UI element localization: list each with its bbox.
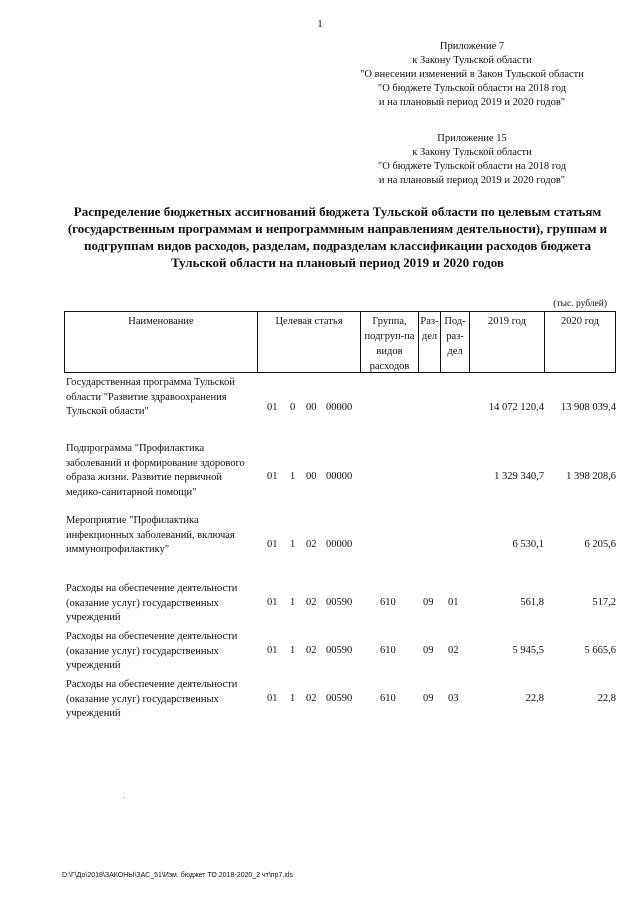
header-target: Целевая статья — [257, 312, 360, 372]
header-name: Наименование — [128, 316, 194, 327]
table-row — [64, 442, 616, 514]
value-2020: 13 908 039,4 — [560, 402, 616, 413]
value-2019: 6 530,1 — [512, 539, 544, 550]
code-program: 01 — [267, 597, 278, 608]
code-subprogram: 1 — [290, 539, 296, 550]
code-subprogram: 1 — [290, 645, 296, 656]
table-body — [64, 376, 616, 726]
code-section: 09 — [423, 597, 434, 608]
code-subprogram: 1 — [290, 693, 296, 704]
row-name: Государственная программа Тульской области "Развитие здравоохранения Тульской области" — [66, 377, 235, 417]
value-2020: 22,8 — [597, 693, 616, 704]
value-2020: 1 398 208,6 — [566, 471, 616, 482]
annex-line: Приложение 7 — [439, 41, 505, 52]
code-program: 01 — [267, 402, 278, 413]
scan-speck — [124, 797, 125, 798]
annex-line: и на плановый период 2019 и 2020 годов" — [378, 175, 566, 186]
code-subprogram: 0 — [290, 402, 296, 413]
code-direction: 00000 — [326, 471, 353, 482]
code-direction: 00000 — [326, 402, 353, 413]
code-group: 610 — [380, 693, 396, 704]
header-section: Раз-дел — [418, 312, 440, 372]
annex-line: "О бюджете Тульской области на 2018 год — [377, 161, 567, 172]
value-2019: 1 329 340,7 — [494, 471, 544, 482]
units-label: (тыс. рублей) — [553, 299, 607, 309]
table-row — [64, 514, 616, 582]
row-name: Мероприятие "Профилактика инфекционных заболеваний, включая иммунопрофилактику" — [66, 515, 235, 555]
row-name: Расходы на обеспечение деятельности (оказание услуг) государственных учреждений — [66, 583, 238, 623]
code-event: 02 — [306, 539, 317, 550]
code-program: 01 — [267, 645, 278, 656]
annex-reference-bottom — [342, 132, 602, 188]
code-group: 610 — [380, 645, 396, 656]
table-row — [64, 630, 616, 678]
page-number: 1 — [317, 18, 323, 30]
document-title: Распределение бюджетных ассигнований бюджета Тульской области по целевым статьям (государственным программам и непрограммным направлениям деятельности), группам и подгруппам видов расходов, разделам, подразделам классификации расходов бюджета Тульской области на плановый период 2019 и 2020 годов — [67, 204, 608, 270]
value-2019: 5 945,5 — [512, 645, 544, 656]
code-direction: 00000 — [326, 539, 353, 550]
code-event: 02 — [306, 693, 317, 704]
header-subsection: Под-раз-дел — [440, 312, 469, 372]
row-name: Расходы на обеспечение деятельности (оказание услуг) государственных учреждений — [66, 631, 238, 671]
value-2019: 561,8 — [520, 597, 544, 608]
value-2019: 22,8 — [525, 693, 544, 704]
value-2019: 14 072 120,4 — [488, 402, 544, 413]
table-row — [64, 376, 616, 442]
code-program: 01 — [267, 471, 278, 482]
code-program: 01 — [267, 693, 278, 704]
table-row — [64, 582, 616, 630]
code-event: 02 — [306, 597, 317, 608]
code-section: 09 — [423, 645, 434, 656]
table-header — [64, 311, 616, 373]
code-subsection: 03 — [448, 693, 459, 704]
value-2020: 6 205,6 — [584, 539, 616, 550]
annex-reference-top — [342, 40, 602, 110]
code-subsection: 01 — [448, 597, 459, 608]
code-event: 00 — [306, 402, 317, 413]
annex-line: Приложение 15 — [437, 133, 507, 144]
header-2020: 2020 год — [544, 312, 615, 372]
code-program: 01 — [267, 539, 278, 550]
code-group: 610 — [380, 597, 396, 608]
row-name: Расходы на обеспечение деятельности (оказание услуг) государственных учреждений — [66, 679, 238, 719]
value-2020: 517,2 — [592, 597, 616, 608]
code-event: 02 — [306, 645, 317, 656]
row-name: Подпрограмма "Профилактика заболеваний и формирование здорового образа жизни. Развитие первичной медико-санитарной помощи" — [66, 443, 245, 498]
annex-line: к Закону Тульской области — [412, 147, 532, 158]
annex-line: "О внесении изменений в Закон Тульской области — [360, 69, 584, 80]
code-direction: 00590 — [326, 693, 353, 704]
code-direction: 00590 — [326, 597, 353, 608]
annex-line: "О бюджете Тульской области на 2018 год — [377, 83, 567, 94]
code-subprogram: 1 — [290, 597, 296, 608]
table-row — [64, 678, 616, 726]
code-direction: 00590 — [326, 645, 353, 656]
value-2020: 5 665,6 — [584, 645, 616, 656]
code-subprogram: 1 — [290, 471, 296, 482]
code-subsection: 02 — [448, 645, 459, 656]
header-2019: 2019 год — [469, 312, 544, 372]
annex-line: и на плановый период 2019 и 2020 годов" — [378, 97, 566, 108]
file-path-footer: D:\Г\До\2018\ЗАКОНЫ\ЗАС_51\Изм. бюджет ТО 2018-2020_2 чт\пр7.xls — [62, 872, 293, 879]
header-group: Группа, подгруп-па видов расходов — [360, 312, 418, 372]
code-event: 00 — [306, 471, 317, 482]
code-section: 09 — [423, 693, 434, 704]
annex-line: к Закону Тульской области — [412, 55, 532, 66]
